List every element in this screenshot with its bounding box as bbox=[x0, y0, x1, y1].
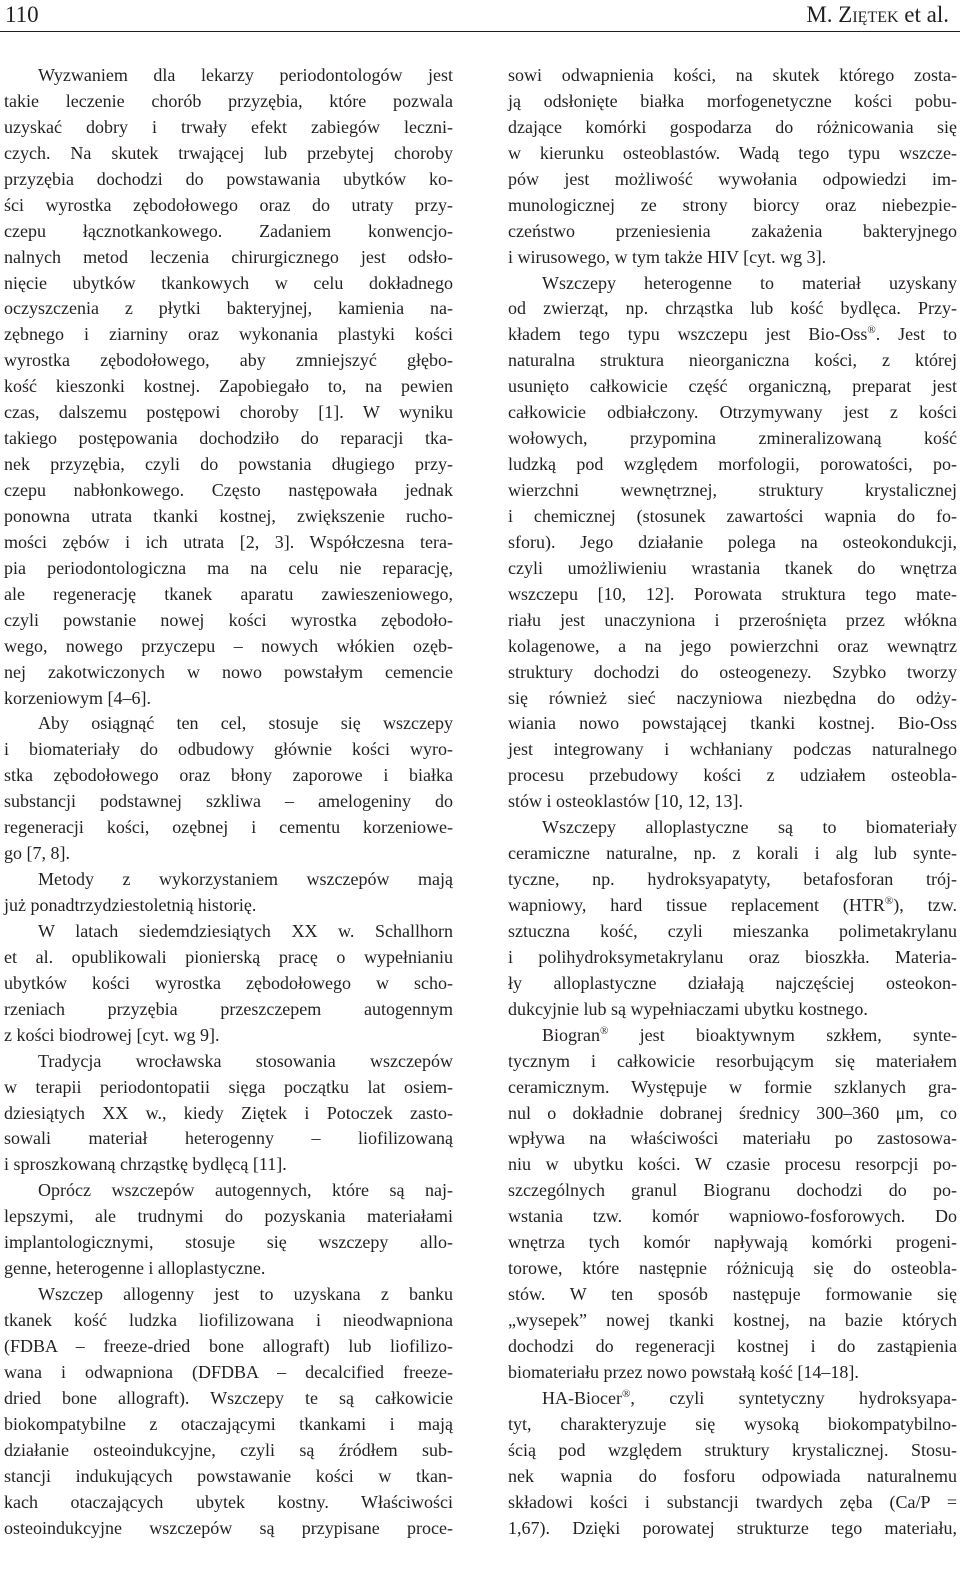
text-line-content: składowi kości i substancji twardych zęba (Ca/P = bbox=[508, 1491, 957, 1512]
text-line bbox=[508, 971, 957, 997]
text-line-content: ale regenerację tkanek aparatu zawieszeniowego, bbox=[4, 583, 453, 604]
text-line-content: kach otaczających ubytek kostny. Właściwości bbox=[4, 1491, 453, 1512]
text-line bbox=[4, 1075, 453, 1101]
text-line-content: implantologicznymi, stosuje się wszczepy allo- bbox=[4, 1232, 453, 1253]
text-line-content: w kierunku osteoblastów. Wadą tego typu wszcze- bbox=[508, 142, 957, 163]
text-line bbox=[508, 1023, 957, 1049]
text-line bbox=[4, 1049, 453, 1075]
text-line-content: ły alloplastyczne działają najczęściej osteokon- bbox=[508, 972, 957, 993]
text-line-content: tkanek kość ludzka liofilizowana i nieodwapniona bbox=[4, 1310, 453, 1330]
text-line-content: lepszymi, ale trudnymi do pozyskania materiałami bbox=[4, 1206, 453, 1227]
text-line-content: czyli powstanie nowej kości wyrostka zębodoło- bbox=[4, 609, 453, 630]
text-line bbox=[4, 1438, 453, 1464]
text-line-content: dziesiątych XX w., kiedy Ziętek i Potoczek zasto- bbox=[4, 1102, 453, 1123]
text-line bbox=[4, 1490, 453, 1516]
text-line bbox=[508, 271, 957, 297]
text-line bbox=[508, 1230, 957, 1256]
text-line-content: pów jest możliwość wywołania odpowiedzi im- bbox=[508, 168, 957, 189]
text-line-content: dried bone allograft). Wszczepy te są całkowicie bbox=[4, 1387, 453, 1408]
text-line bbox=[508, 63, 957, 89]
text-line bbox=[508, 1516, 957, 1542]
text-line bbox=[4, 1360, 453, 1386]
text-line-content: wapniowy, hard tissue replacement (HTR bbox=[508, 895, 885, 915]
text-line bbox=[4, 296, 453, 322]
text-line bbox=[4, 789, 453, 815]
registered-trademark-sign: ® bbox=[600, 1024, 609, 1037]
text-line-content: genne, heterogenne i alloplastyczne. bbox=[4, 1258, 266, 1279]
text-line bbox=[4, 1204, 453, 1230]
text-line bbox=[508, 1386, 957, 1412]
text-line-content: dzające komórki gospodarza do różnicowania się bbox=[508, 116, 957, 137]
text-line bbox=[4, 867, 453, 893]
text-line-content: takie leczenie chorób przyzębia, które pozwala bbox=[4, 90, 453, 111]
text-line-content: się również sieć naczyniowa niezbędna do odży- bbox=[508, 687, 957, 708]
text-line bbox=[508, 1490, 957, 1516]
text-line-content: czepu nabłonkowego. Często następowała jednak bbox=[4, 480, 453, 500]
text-line-content: struktury dochodzi do osteogenezy. Szybko tworzy bbox=[508, 661, 957, 682]
text-line-content: Oprócz wszczepów autogennych, które są naj- bbox=[38, 1180, 453, 1201]
text-line-content: kolagenowe, a na jego powierzchni oraz wewnątrz bbox=[508, 635, 957, 656]
text-line bbox=[4, 997, 453, 1023]
text-line bbox=[4, 478, 453, 504]
text-line bbox=[4, 452, 453, 478]
text-line-content: i sproszkowaną chrząstkę bydlęcą [11]. bbox=[4, 1154, 287, 1175]
text-line bbox=[4, 686, 453, 712]
text-line-content: wnętrza tych komór napływają komórki progeni- bbox=[508, 1232, 957, 1253]
text-line bbox=[4, 841, 453, 867]
text-line bbox=[4, 1230, 453, 1256]
text-line bbox=[508, 478, 957, 504]
text-line bbox=[4, 1152, 453, 1178]
text-line-content: osteoindukcyjne wszczepów są przypisane proce- bbox=[4, 1517, 453, 1538]
text-line bbox=[508, 322, 957, 348]
text-line bbox=[508, 737, 957, 763]
text-line-content: dochodzi do regeneracji kostnej i do zastąpienia bbox=[508, 1335, 957, 1356]
text-line-content: Tradycja wrocławska stosowania wszczepów bbox=[38, 1050, 453, 1071]
text-line-content: 1,67). Dzięki porowatej strukturze tego materiału, bbox=[508, 1517, 957, 1538]
text-line-content: tycznym i całkowicie resorbującym się materiałem bbox=[508, 1050, 957, 1071]
text-line-content: ludzką pod względem morfologii, porowatości, po- bbox=[508, 454, 957, 475]
text-line bbox=[4, 660, 453, 686]
text-line bbox=[4, 1282, 453, 1308]
authors-smallcaps: IĘTEK bbox=[852, 9, 899, 26]
text-line-content: et al. opublikowali pionierską pracę o wypełnianiu bbox=[4, 946, 453, 967]
text-line bbox=[508, 919, 957, 945]
text-line-content: ści wyrostka zębodołowego oraz do utraty przy- bbox=[4, 194, 453, 215]
text-line-content: w terapii periodontopatii sięga początku lat osiem- bbox=[4, 1076, 453, 1097]
text-line-content: (FDBA – freeze-dried bone allograft) lub liofilizo- bbox=[4, 1335, 453, 1356]
text-line bbox=[4, 400, 453, 426]
text-line bbox=[508, 1360, 957, 1386]
text-line bbox=[508, 1049, 957, 1075]
text-line bbox=[4, 115, 453, 141]
text-line bbox=[4, 426, 453, 452]
text-line-content: Wszczepy heterogenne to materiał uzyskany bbox=[542, 272, 957, 293]
text-line-content: substancji podstawnej szkliwa – amelogeniny do bbox=[4, 791, 453, 812]
text-line bbox=[508, 348, 957, 374]
text-line-content: wszczepu [10, 12]. Porowata struktura tego mate- bbox=[508, 583, 957, 604]
text-line-content: wego, nowego przyczepu – nowych włókien ozęb- bbox=[4, 635, 453, 656]
text-line bbox=[508, 296, 957, 322]
text-line-content: ponowna utrata tkanki kostnej, zwiększenie rucho- bbox=[4, 505, 453, 526]
text-line bbox=[4, 608, 453, 634]
text-line-content: z kości biodrowej [cyt. wg 9]. bbox=[4, 1024, 220, 1045]
text-line bbox=[508, 374, 957, 400]
text-line-content: i biomateriały do odbudowy głównie kości wyro- bbox=[4, 739, 453, 760]
text-line-content: stancji indukujących powstawanie kości w tkan- bbox=[4, 1465, 453, 1486]
text-line bbox=[508, 945, 957, 971]
text-line-content: takiego postępowania dochodziło do reparacji tka- bbox=[4, 428, 453, 449]
text-line-content: kładem tego typu wszczepu jest Bio-Oss bbox=[508, 324, 868, 345]
text-line bbox=[508, 1308, 957, 1334]
right-text-column bbox=[508, 63, 957, 1541]
text-line-content: pia periodontologiczna ma na celu nie reparację, bbox=[4, 557, 453, 578]
text-line bbox=[4, 945, 453, 971]
text-line bbox=[4, 1412, 453, 1438]
text-line bbox=[4, 1256, 453, 1282]
text-line-content: oczyszczenia z płytki bakteryjnej, kamienia na- bbox=[4, 298, 453, 319]
text-line bbox=[508, 89, 957, 115]
text-line-content: regeneracji kości, ozębnej i cementu korzeniowe- bbox=[4, 817, 453, 838]
text-line-content: Metody z wykorzystaniem wszczepów mają bbox=[38, 869, 453, 890]
authors-suffix: et al. bbox=[898, 2, 949, 27]
text-line bbox=[4, 737, 453, 763]
text-line-content: nul o dokładnie dobranej średnicy 300–360 μm, co bbox=[508, 1102, 957, 1123]
text-line-content: Wyzwaniem dla lekarzy periodontologów jest bbox=[38, 65, 453, 85]
text-line-content: wierzchni wewnętrznej, struktury krystalicznej bbox=[508, 480, 957, 500]
text-line-content: sowali materiał heterogenny – liofilizowaną bbox=[4, 1128, 453, 1149]
text-line bbox=[4, 1178, 453, 1204]
text-line-continuation: , czyli syntetyczny hydroksyapa- bbox=[630, 1387, 957, 1408]
text-line-content: ceramicznym. Występuje w formie szklanych gra- bbox=[508, 1076, 957, 1097]
registered-trademark-sign: ® bbox=[867, 324, 876, 337]
text-line-content: tyt, charakteryzuje się wysoką biokompatybilno- bbox=[508, 1413, 957, 1434]
text-line-content: wiania nowo powstającej tkanki kostnej. Bio-Oss bbox=[508, 713, 957, 734]
running-header bbox=[0, 0, 960, 34]
text-line bbox=[4, 245, 453, 271]
text-line bbox=[4, 634, 453, 660]
text-line-content: biomateriału przez nowo powstałą kość [14–18]. bbox=[508, 1361, 859, 1382]
text-line-content: munologicznej ze strony biorcy oraz niebezpie- bbox=[508, 194, 957, 215]
text-line-content: kość kieszonki kostnej. Zapobiegało to, na pewien bbox=[4, 376, 453, 397]
registered-trademark-sign: ® bbox=[884, 895, 894, 907]
text-line-content: jest integrowany i wchłaniany podczas naturalnego bbox=[508, 739, 957, 760]
text-line bbox=[4, 1334, 453, 1360]
text-line bbox=[4, 1101, 453, 1127]
text-line bbox=[4, 1464, 453, 1490]
text-line-content: „wysepek” nowej tkanki kostnej, na bazie których bbox=[508, 1310, 957, 1330]
text-line bbox=[508, 711, 957, 737]
text-line bbox=[4, 919, 453, 945]
text-line-content: niu w ubytku kości. W czasie procesu resorpcji po- bbox=[508, 1154, 957, 1175]
text-line bbox=[4, 193, 453, 219]
text-line bbox=[4, 530, 453, 556]
text-line bbox=[508, 1282, 957, 1308]
text-line-content: usunięto całkowicie część organiczną, preparat jest bbox=[508, 376, 957, 397]
text-line-content: czyli umożliwieniu wrastania tkanek do wnętrza bbox=[508, 557, 957, 578]
text-line-content: Wszczep allogenny jest to uzyskana z banku bbox=[38, 1284, 453, 1305]
text-line-content: stów. W ten sposób następuje formowanie się bbox=[508, 1284, 957, 1305]
text-line-content: działanie osteoindukcyjne, czyli są źródłem sub- bbox=[4, 1439, 453, 1460]
text-line-content: ubytków kości wyrostka zębodołowego w scho- bbox=[4, 972, 453, 993]
text-line-content: Biogran bbox=[542, 1024, 600, 1045]
page-number: 110 bbox=[5, 2, 39, 27]
text-line bbox=[4, 1023, 453, 1049]
text-line-content: procesu przebudowy kości z udziałem osteobla- bbox=[508, 765, 957, 786]
text-line-content: go [7, 8]. bbox=[4, 843, 70, 864]
text-line-content: i polihydroksymetakrylanu oraz bioszkła. Materia- bbox=[508, 946, 957, 967]
text-line bbox=[508, 1204, 957, 1230]
text-line-content: od zwierząt, np. chrząstka lub kość bydlęca. Przy- bbox=[508, 298, 957, 319]
text-line bbox=[508, 634, 957, 660]
text-line bbox=[4, 167, 453, 193]
text-line bbox=[508, 167, 957, 193]
text-line-content: wana i odwapniona (DFDBA – decalcified freeze- bbox=[4, 1361, 453, 1382]
text-line-content: riału jest unaczyniona i przerośnięta przez włókna bbox=[508, 609, 957, 630]
text-line bbox=[4, 815, 453, 841]
text-line-content: rzeniach przyzębia przeszczepem autogennym bbox=[4, 998, 453, 1019]
text-line bbox=[4, 374, 453, 400]
text-line-content: zębnego i ziarniny oraz wykonania plastyki kości bbox=[4, 324, 453, 345]
text-line bbox=[508, 193, 957, 219]
text-line bbox=[4, 893, 453, 919]
text-line bbox=[508, 426, 957, 452]
text-line bbox=[508, 893, 957, 919]
text-line bbox=[4, 971, 453, 997]
text-line-content: szczególnych granul Biogranu dochodzi do po- bbox=[508, 1180, 957, 1201]
text-line bbox=[4, 322, 453, 348]
text-line-content: W latach siedemdziesiątych XX w. Schallhorn bbox=[38, 920, 453, 941]
text-line-content: dukcyjnie lub są wypełniaczami ubytku kostnego. bbox=[508, 998, 868, 1019]
text-line-content: nalnych metod leczenia chirurgicznego jest odsło- bbox=[4, 246, 453, 267]
text-line-content: wpływa na właściwości materiału po zastosowa- bbox=[508, 1128, 957, 1149]
text-line bbox=[4, 1126, 453, 1152]
text-line-continuation: ), tzw. bbox=[893, 895, 957, 915]
text-line bbox=[4, 63, 453, 89]
text-line-content: i wirusowego, w tym także HIV [cyt. wg 3]. bbox=[508, 246, 827, 267]
text-line bbox=[4, 763, 453, 789]
text-line-content: wstania tzw. komór wapniowo-fosforowych. Do bbox=[508, 1206, 957, 1227]
text-line-continuation: . Jest to bbox=[875, 324, 957, 345]
text-line-content: całkowicie odbiałczony. Otrzymywany jest z kości bbox=[508, 402, 957, 423]
text-line bbox=[508, 1152, 957, 1178]
text-line-content: przyzębia dochodzi do powstawania ubytków ko- bbox=[4, 168, 453, 189]
text-line-content: i chemicznej (stosunek zawartości wapnia do fo- bbox=[508, 505, 957, 526]
text-line bbox=[4, 1516, 453, 1542]
text-line-content: czas, dalszemu postępowi choroby [1]. W wyniku bbox=[4, 402, 453, 423]
text-line bbox=[508, 686, 957, 712]
text-line-content: naturalna struktura nieorganiczna kości, z której bbox=[508, 350, 957, 371]
text-line-content: stka zębodołowego oraz błony zaporowe i białka bbox=[4, 765, 453, 786]
text-line bbox=[508, 141, 957, 167]
text-line bbox=[508, 763, 957, 789]
text-line-content: tyczne, np. hydroksyapatyty, betafosforan trój- bbox=[508, 869, 957, 890]
text-line-content: korzeniowym [4–6]. bbox=[4, 687, 151, 708]
text-line bbox=[4, 141, 453, 167]
text-line bbox=[508, 841, 957, 867]
text-line bbox=[4, 219, 453, 245]
text-line-content: stów i osteoklastów [10, 12, 13]. bbox=[508, 791, 743, 812]
running-head-authors bbox=[806, 1, 949, 32]
text-line bbox=[508, 867, 957, 893]
text-line-content: wyrostka zębodołowego, aby zmniejszyć głębo- bbox=[4, 350, 453, 371]
text-line bbox=[508, 219, 957, 245]
header-rule bbox=[0, 31, 960, 32]
text-line-content: HA-Biocer bbox=[542, 1387, 622, 1408]
text-line bbox=[508, 530, 957, 556]
text-line bbox=[508, 608, 957, 634]
text-line bbox=[4, 1386, 453, 1412]
registered-trademark-sign: ® bbox=[621, 1387, 631, 1400]
text-line-content: nej zakotwiczonych w nowo powstałym cemencie bbox=[4, 661, 453, 682]
text-line-content: już ponadtrzydziestoletnią historię. bbox=[4, 895, 257, 915]
text-line-content: uzyskać dobry i trwały efekt zabiegów leczni- bbox=[4, 116, 453, 137]
text-line-content: sowi odwapnienia kości, na skutek którego zosta- bbox=[508, 65, 957, 85]
text-line bbox=[508, 1126, 957, 1152]
authors-prefix: M. Z bbox=[806, 2, 853, 27]
text-line bbox=[4, 556, 453, 582]
text-line bbox=[508, 400, 957, 426]
text-line-content: ceramiczne naturalne, np. z korali i alg lub synte- bbox=[508, 843, 957, 864]
text-line bbox=[508, 504, 957, 530]
text-line-content: czych. Na skutek trwającej lub przebytej choroby bbox=[4, 142, 453, 163]
text-line-continuation: jest bioaktywnym szkłem, synte- bbox=[608, 1024, 957, 1045]
text-line-content: sforu). Jego działanie polega na osteokondukcji, bbox=[508, 531, 957, 552]
text-line-content: mości zębów i ich utrata [2, 3]. Współczesna tera- bbox=[4, 531, 453, 552]
text-line bbox=[4, 89, 453, 115]
text-line bbox=[4, 348, 453, 374]
text-line bbox=[4, 504, 453, 530]
text-line-content: czepu łącznotkankowego. Zadaniem konwencjo- bbox=[4, 220, 453, 241]
text-line bbox=[508, 1464, 957, 1490]
text-line-content: nięcie ubytków tkankowych w celu dokładnego bbox=[4, 272, 453, 293]
text-line bbox=[4, 711, 453, 737]
text-line bbox=[508, 115, 957, 141]
text-line bbox=[508, 1256, 957, 1282]
text-line bbox=[508, 452, 957, 478]
text-line-content: biokompatybilne z otaczającymi tkankami i mają bbox=[4, 1413, 453, 1434]
text-line bbox=[508, 1101, 957, 1127]
text-line bbox=[4, 1308, 453, 1334]
text-line bbox=[508, 997, 957, 1023]
text-line bbox=[508, 660, 957, 686]
text-line bbox=[508, 1334, 957, 1360]
text-line bbox=[508, 1075, 957, 1101]
text-line bbox=[508, 556, 957, 582]
text-line-content: Aby osiągnąć ten cel, stosuje się wszczepy bbox=[38, 713, 453, 734]
text-line bbox=[508, 1178, 957, 1204]
text-line-content: nek przyzębia, czyli do powstania długiego przy- bbox=[4, 454, 453, 475]
text-line-content: ścią pod względem struktury krystalicznej. Stosu- bbox=[508, 1439, 957, 1460]
text-line-content: torowe, które następnie różnicują się do osteobla- bbox=[508, 1258, 957, 1279]
text-line-content: ją odsłonięte białka morfogenetyczne kości pobu- bbox=[508, 90, 957, 111]
text-line bbox=[4, 271, 453, 297]
text-line bbox=[508, 789, 957, 815]
text-line-content: sztuczna kość, czyli mieszanka polimetakrylanu bbox=[508, 920, 957, 941]
text-line bbox=[508, 815, 957, 841]
text-line bbox=[508, 1412, 957, 1438]
text-line-content: nek wapnia do fosforu odpowiada naturalnemu bbox=[508, 1465, 957, 1486]
text-line bbox=[4, 582, 453, 608]
text-line-content: Wszczepy alloplastyczne są to biomateriały bbox=[542, 817, 957, 838]
text-line-content: czeństwo przeniesienia zakażenia bakteryjnego bbox=[508, 220, 957, 241]
left-text-column bbox=[4, 63, 453, 1541]
text-line bbox=[508, 582, 957, 608]
text-line bbox=[508, 1438, 957, 1464]
text-line-content: wołowych, przypomina zmineralizowaną kość bbox=[508, 428, 957, 449]
text-line bbox=[508, 245, 957, 271]
